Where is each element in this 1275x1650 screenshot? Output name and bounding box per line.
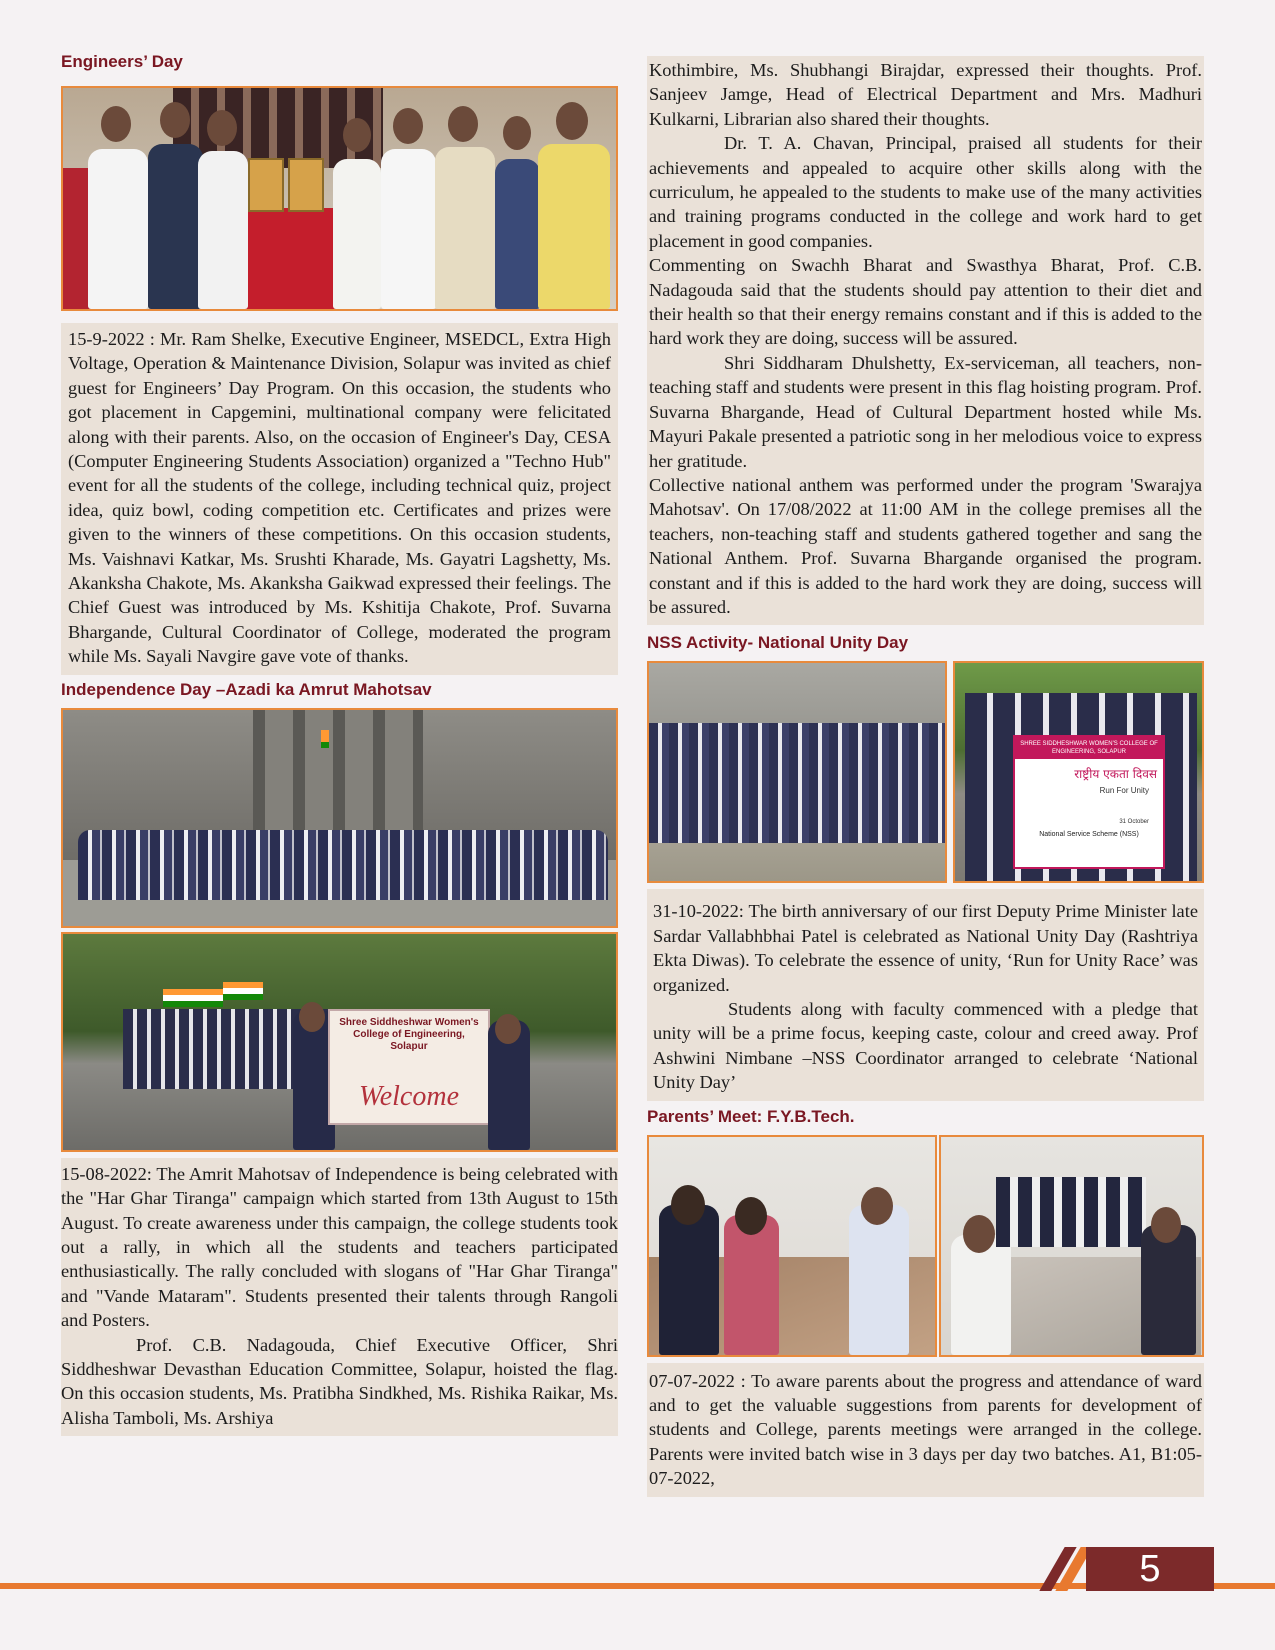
flag-icon [163, 989, 223, 1007]
guest-figure [88, 149, 148, 309]
engineers-day-photo [61, 86, 618, 311]
continued-paragraph: Shri Siddharam Dhulshetty, Ex-serviceman, all teachers, non-teaching staff and students were present in this flag hoisting program. Prof. Suvarna Bhargande, Head of Cultural Department hosted while Ms. Mayuri Pakale presented a patriotic song in her melodious voice to express her gratitude. [649, 352, 1202, 471]
guest-head [393, 108, 423, 144]
engineers-day-heading: Engineers’ Day [61, 52, 183, 71]
poster-college-name: SHREE SIDDHESHWAR WOMEN'S COLLEGE OF ENGINEERING, SOLAPUR [1015, 737, 1163, 759]
parents-meet-photo-left [647, 1135, 937, 1357]
unity-poster [1013, 735, 1165, 869]
independence-paragraph: Prof. C.B. Nadagouda, Chief Executive Officer, Shri Siddheshwar Devasthan Education Committee, Solapur, hoisted the flag. On this occasion students, Ms. Pratibha Sindkhed, Ms. Rishika Raikar, Ms. Alisha Tamboli, Ms. Arshiya [61, 1334, 618, 1428]
engineers-day-text [61, 323, 618, 675]
guest-figure [198, 151, 248, 309]
poster-nss-label: National Service Scheme (NSS) [1039, 831, 1139, 839]
continued-paragraph: Collective national anthem was performed under the program 'Swarajya Mahotsav'. On 17/08/2022 at 11:00 AM in the college premises all the teachers, non-teaching staff and students gathered together and sang the National Anthem. Prof. Suvarna Bhargande organised the program. constant and if this is added to the hard work they are doing, success will be assured. [649, 474, 1202, 617]
guest-head [556, 102, 588, 140]
footer-accent-line [0, 1583, 1275, 1589]
parent-figure [951, 1235, 1011, 1355]
left-column [61, 50, 618, 1436]
banner-college-name: Shree Siddheshwar Women's College of Engineering, Solapur [339, 1016, 479, 1052]
student-figure [659, 1205, 719, 1355]
parents-meet-paragraph: 07-07-2022 : To aware parents about the progress and attendance of ward and to get the valuable suggestions from parents for development of students and College, parents meetings were arranged in the college. Parents were invited batch wise in 3 days per day two batches. A1, B1:05-07-2022, [649, 1370, 1202, 1489]
parents-meet-heading: Parents’ Meet: F.Y.B.Tech. [647, 1106, 855, 1126]
poster-hindi-title: राष्ट्रीय एकता दिवस [1074, 767, 1157, 782]
page-number: 5 [1086, 1547, 1214, 1591]
faculty-figure [849, 1205, 909, 1355]
continued-paragraph: Dr. T. A. Chavan, Principal, praised all students for their achievements and appealed to acquire other skills along with the curriculum, he appealed to the students to make use of the many activities and training programs conducted in the college and work hard to get placement in good companies. [649, 133, 1202, 251]
independence-day-heading: Independence Day –Azadi ka Amrut Mahotsav [61, 679, 432, 699]
portrait-frame [248, 158, 284, 212]
guest-head [207, 110, 237, 146]
run-for-unity-photo [953, 661, 1204, 883]
guest-head [343, 118, 371, 152]
parent-head [963, 1215, 995, 1253]
poster-run-label: Run For Unity [1099, 786, 1149, 796]
guest-figure [435, 147, 495, 309]
guest-head [160, 102, 190, 138]
guest-head [101, 106, 131, 142]
independence-rally-photo [61, 932, 618, 1152]
parent-figure [724, 1215, 779, 1355]
flag-icon [321, 730, 329, 742]
student-head [495, 1014, 521, 1044]
faculty-head [861, 1187, 893, 1225]
independence-day-text [61, 1158, 618, 1436]
guest-figure [538, 144, 610, 309]
independence-paragraph: 15-08-2022: The Amrit Mahotsav of Independence is being celebrated with the "Har Ghar Tiranga" campaign which started from 13th August to 15th August. To create awareness under this campaign, the college students took out a rally, in which all the students and teachers participated enthusiastically. The rally concluded with slogans of "Har Ghar Tiranga" and "Vande Mataram". Students presented their talents through Rangoli and Posters. [61, 1163, 618, 1331]
nss-text [647, 889, 1204, 1100]
student-rows [649, 723, 945, 843]
nss-paragraph: Students along with faculty commenced with a pledge that unity will be a prime focus, keeping caste, colour and creed away. Prof Ashwini Nimbane –NSS Coordinator arranged to celebrate ‘National Unity Day’ [653, 998, 1198, 1093]
students-group [996, 1177, 1146, 1247]
right-column [647, 56, 1204, 1497]
guest-figure [333, 159, 381, 309]
faculty-figure [1141, 1225, 1196, 1355]
guest-figure [148, 144, 203, 309]
student-head [671, 1185, 705, 1225]
portrait-frame [288, 158, 324, 212]
flag-icon [223, 982, 263, 1000]
continued-paragraph: Commenting on Swachh Bharat and Swasthya Bharat, Prof. C.B. Nadagouda said that the students should pay attention to their diet and their health so that their energy remains constant and if this is added to the hard work they are doing, success will be assured. [649, 255, 1202, 349]
parents-meet-text [647, 1363, 1204, 1497]
banner-welcome: Welcome [358, 1080, 460, 1112]
nss-pledge-photo [647, 661, 947, 883]
guest-head [448, 106, 478, 142]
parents-meet-photo-right [939, 1135, 1204, 1357]
student-group [78, 830, 608, 900]
engineers-day-paragraph: 15-9-2022 : Mr. Ram Shelke, Executive Engineer, MSEDCL, Extra High Voltage, Operation & Maintenance Division, Solapur was invited as chief guest for Engineers’ Day Program. On this occasion, the students who got placement in Capgemini, multinational company were felicitated along with their parents. Also, on the occasion of Engineer's Day, CESA (Computer Engineering Students Association) organized a "Techno Hub" event for all the students of the college, including technical quiz, project idea, quiz bowl, coding competition etc. Certificates and prizes were given to the winners of these competitions. On this occasion students, Ms. Vaishnavi Katkar, Ms. Srushti Kharade, Ms. Gayatri Lagshetty, Ms. Akanksha Chakote, Ms. Akanksha Gaikwad expressed their feelings. The Chief Guest was introduced by Ms. Kshitija Chakote, Prof. Suvarna Bhargande, Cultural Coordinator of College, moderated the program while Ms. Sayali Navgire gave vote of thanks. [68, 329, 611, 667]
continued-paragraph: Kothimbire, Ms. Shubhangi Birajdar, expressed their thoughts. Prof. Sanjeev Jamge, Head of Electrical Department and Mrs. Madhuri Kulkarni, Librarian also shared their thoughts. [649, 60, 1202, 129]
guest-figure [495, 159, 540, 309]
independence-flag-hoisting-photo [61, 708, 618, 928]
welcome-banner [328, 1009, 490, 1125]
nss-paragraph: 31-10-2022: The birth anniversary of our first Deputy Prime Minister late Sardar Vallabhbhai Patel is celebrated as National Unity Day (Rashtriya Ekta Diwas). To celebrate the essence of unity, ‘Run for Unity Race’ was organized. [653, 901, 1198, 995]
nss-photo-row [647, 661, 1204, 883]
flag-icon [321, 742, 329, 748]
guest-figure [381, 149, 436, 309]
nss-heading: NSS Activity- National Unity Day [647, 633, 909, 653]
guest-head [503, 116, 531, 150]
poster-date: 31 October [1119, 819, 1149, 826]
student-head [299, 1002, 325, 1032]
faculty-head [1151, 1207, 1181, 1243]
parent-head [735, 1197, 767, 1235]
parents-photo-row [647, 1135, 1204, 1357]
independence-day-continued [647, 56, 1204, 625]
